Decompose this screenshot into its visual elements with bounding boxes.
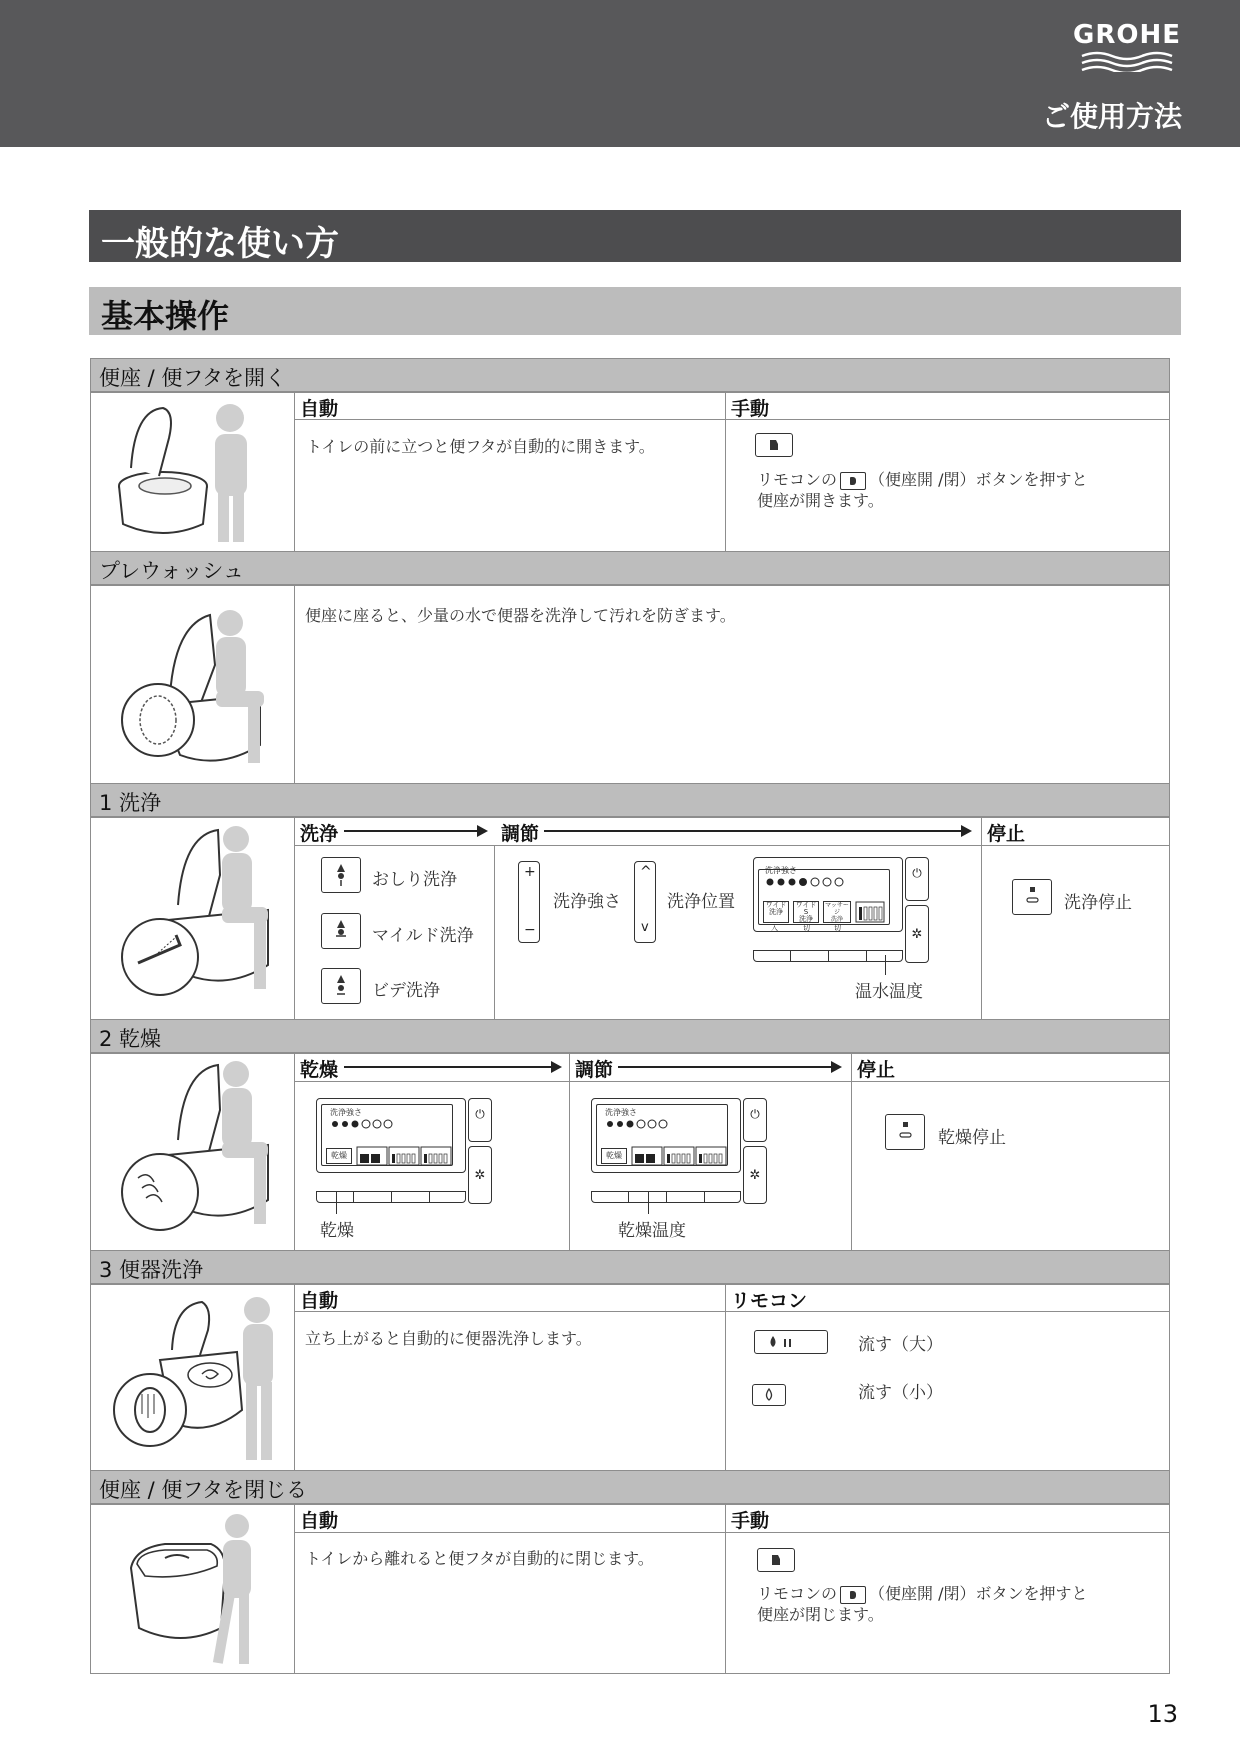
stop-icon [1013,880,1051,914]
close-manual-text: リモコンの （便座開 /閉）ボタンを押すと 便座が閉じます。 [757,1584,1088,1624]
dry-stop-label: 乾燥停止 [938,1128,1006,1148]
panel-bottom-buttons [753,950,903,962]
section-open-header [90,358,1170,392]
header-title: ご使用方法 [1041,100,1182,133]
section-flush-header [90,1250,1170,1284]
close-manual-label: 手動 [731,1510,770,1532]
plus-icon: + [524,864,536,880]
panel-strength-text: 洗浄強さ [765,866,797,875]
power-icon: ⏻ [912,866,922,880]
page-title-bar [89,210,1181,262]
power-button[interactable] [743,1098,767,1142]
remote-panel-wash: 洗浄強さ ワイド 洗浄 ワイドS 洗浄 マッサージ 洗浄 入 切 切 ⏻ ✲ [753,857,929,963]
settings-button[interactable] [905,905,929,963]
settings-button[interactable] [743,1146,767,1204]
flush-small-button[interactable] [752,1384,786,1406]
flush-illustration [112,1290,282,1470]
dry-stop-button[interactable] [885,1114,925,1150]
level-dots-icon [765,876,855,888]
section-wash-header [90,783,1170,817]
position-rocker[interactable] [634,861,656,943]
toilet-open-illustration [105,398,285,548]
strength-label: 洗浄強さ [553,892,621,912]
mild-wash-button[interactable] [321,913,361,949]
panel-wides-button[interactable]: ワイドS 洗浄 [793,901,819,923]
wash-col-adjust: 調節 [501,823,540,845]
settings-button[interactable] [468,1146,492,1204]
panel-dry-button[interactable]: 乾燥 [601,1148,627,1164]
gear-icon: ✲ [749,1168,761,1183]
bidet-wash-label: ビデ洗浄 [372,981,440,1001]
temp-bars-icon [855,901,885,923]
setting-bars-icon [356,1146,452,1166]
open-manual-text: リモコンの （便座開 /閉）ボタンを押すと 便座が開きます。 [757,470,1088,510]
arrow-icon [344,1066,560,1068]
setting-bars-icon [631,1146,727,1166]
panel-massage-button[interactable]: マッサージ 洗浄 [823,901,851,923]
close-auto-text: トイレから離れると便フタが自動的に閉じます。 [305,1549,654,1568]
section-dry-header [90,1019,1170,1053]
wave-icon [1077,50,1177,72]
minus-icon: − [524,922,536,938]
level-dots-icon [330,1118,400,1130]
water-temp-label: 温水温度 [855,982,923,1002]
section-wash-title: 1 洗浄 [99,791,162,815]
brand-logo [1072,20,1182,72]
remote-panel-dry-temp: 洗浄強さ 乾燥 ⏻ ✲ [591,1098,767,1204]
strength-rocker[interactable] [518,861,540,943]
section-close-header [90,1470,1170,1504]
down-icon: v [641,920,649,935]
power-icon: ⏻ [475,1107,485,1121]
section-prewash-header [90,551,1170,585]
seat-open-close-button[interactable] [755,433,793,457]
brand-name: GROHE [1073,20,1181,50]
wash-col-stop: 停止 [987,823,1026,845]
dry-col-stop: 停止 [857,1059,896,1081]
remote-panel-dry: 洗浄強さ 乾燥 ⏻ ✲ [316,1098,492,1204]
close-auto-label: 自動 [300,1510,339,1532]
wash-col-wash: 洗浄 [300,823,339,845]
wash-stop-button[interactable] [1012,879,1052,915]
dry-illustration [118,1060,278,1240]
top-banner [0,0,1240,147]
flush-big-label: 流す（大） [858,1335,943,1355]
wash-stop-label: 洗浄停止 [1064,893,1132,913]
section-dry-title: 2 乾燥 [99,1027,162,1051]
position-label: 洗浄位置 [667,892,735,912]
seat-lid-icon [756,434,792,456]
section-close-title: 便座 / 便フタを閉じる [99,1478,307,1502]
seat-open-close-icon [840,472,866,490]
dry-col-dry: 乾燥 [300,1059,339,1081]
power-button[interactable] [468,1098,492,1142]
mild-wash-label: マイルド洗浄 [372,926,474,946]
page-title: 一般的な使い方 [101,224,339,264]
wash-illustration [118,825,278,1005]
flush-auto-label: 自動 [300,1290,339,1312]
gear-icon: ✲ [474,1168,486,1183]
open-auto-label: 自動 [300,398,339,420]
power-icon: ⏻ [750,1107,760,1121]
flush-remote-label: リモコン [731,1290,808,1312]
panel-dry-button[interactable]: 乾燥 [326,1148,352,1164]
section-flush-title: 3 便器洗浄 [99,1258,204,1282]
toilet-close-illustration [125,1510,275,1670]
prewash-illustration [120,605,280,775]
subtitle-bar [89,287,1181,335]
level-dots-icon [605,1118,675,1130]
dry-label: 乾燥 [320,1221,354,1241]
prewash-text: 便座に座ると、少量の水で便器を洗浄して汚れを防ぎます。 [305,606,736,625]
rear-wash-label: おしり洗浄 [372,870,457,890]
rear-wash-button[interactable] [321,857,361,893]
page-subtitle: 基本操作 [101,297,230,335]
arrow-icon [544,830,970,832]
power-button[interactable] [905,857,929,901]
bidet-icon [322,969,360,1003]
up-icon: ^ [640,864,652,880]
open-auto-text: トイレの前に立つと便フタが自動的に開きます。 [306,437,655,456]
section-prewash-title: プレウォッシュ [99,559,244,583]
flush-auto-text: 立ち上がると自動的に便器洗浄します。 [305,1329,592,1348]
stop-icon [886,1115,924,1149]
seat-lid-icon [758,1549,794,1571]
gear-icon: ✲ [911,927,923,942]
flush-big-button[interactable] [754,1330,828,1354]
page-number: 13 [1147,1700,1178,1728]
arrow-icon [344,830,486,832]
flush-small-label: 流す（小） [858,1383,943,1403]
spray-icon [322,858,360,892]
bidet-wash-button[interactable] [321,968,361,1004]
water-drop-big-icon [755,1331,827,1353]
water-drop-small-icon [753,1385,785,1405]
seat-open-close-icon [840,1586,866,1604]
mild-spray-icon [322,914,360,948]
section-open-title: 便座 / 便フタを開く [99,366,286,390]
open-manual-label: 手動 [731,398,770,420]
panel-wide-button[interactable]: ワイド 洗浄 [763,901,789,923]
arrow-icon [618,1066,840,1068]
seat-open-close-button[interactable] [757,1548,795,1572]
dry-temp-label: 乾燥温度 [618,1221,686,1241]
dry-col-adjust: 調節 [575,1059,614,1081]
